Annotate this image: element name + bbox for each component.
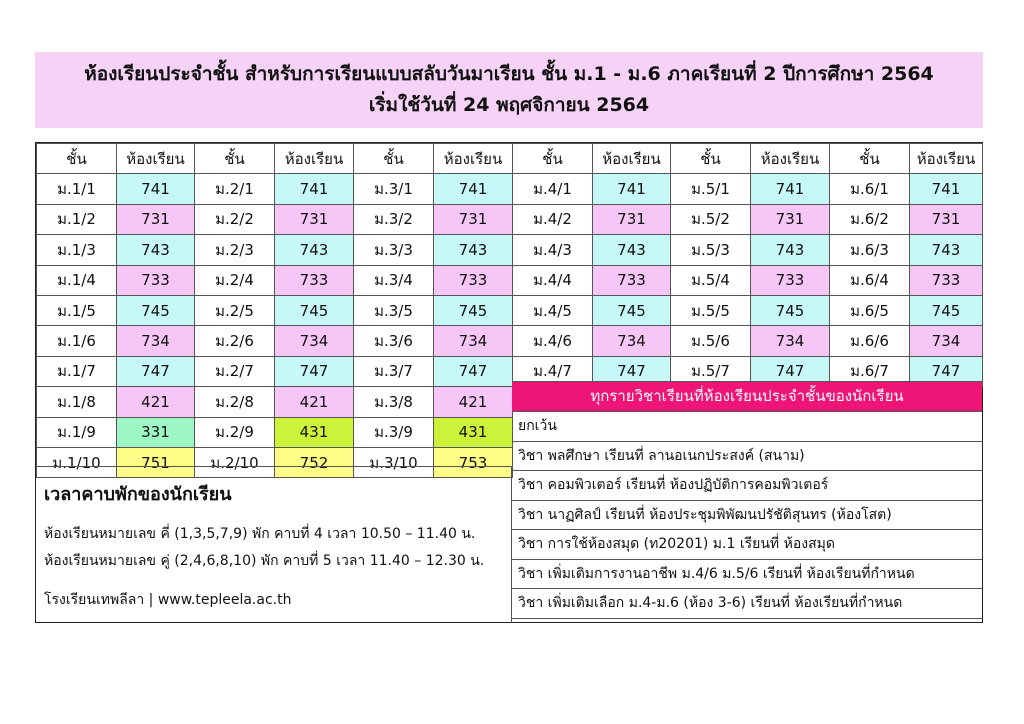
room-cell: 421: [434, 387, 513, 417]
class-cell: ม.2/6: [195, 326, 275, 356]
table-header-row: [37, 144, 983, 174]
room-cell: 743: [593, 235, 671, 265]
room-cell: 745: [751, 295, 830, 325]
room-cell: 745: [117, 295, 195, 325]
room-cell: 747: [275, 356, 354, 386]
room-cell: 734: [751, 326, 830, 356]
room-cell: 747: [910, 356, 983, 386]
class-cell: ม.3/7: [354, 356, 434, 386]
room-cell: 745: [910, 295, 983, 325]
room-cell: 743: [275, 235, 354, 265]
exceptions-heading: ทุกรายวิชาเรียนที่ห้องเรียนประจำชั้นของนักเรียน: [512, 381, 982, 412]
break-info-box: [36, 466, 512, 623]
room-cell: 747: [434, 356, 513, 386]
break-even: ห้องเรียนหมายเลข คู่ (2,4,6,8,10) พัก คาบที่ 5 เวลา 11.40 – 12.30 น.: [44, 553, 485, 569]
exception-item: วิชา พลศึกษา เรียนที่ ลานอเนกประสงค์ (สนาม): [512, 442, 982, 472]
class-cell: ม.5/5: [671, 295, 751, 325]
class-cell: ม.1/2: [37, 204, 117, 234]
class-cell: ม.4/5: [513, 295, 593, 325]
column-header-room: ห้องเรียน: [910, 144, 983, 174]
class-cell: ม.3/4: [354, 265, 434, 295]
class-cell: ม.1/10: [37, 447, 117, 477]
room-cell: 731: [910, 204, 983, 234]
room-cell: 751: [117, 447, 195, 477]
room-cell: 431: [434, 417, 513, 447]
exception-item: วิชา คอมพิวเตอร์ เรียนที่ ห้องปฏิบัติการคอมพิวเตอร์: [512, 471, 982, 501]
class-cell: ม.3/1: [354, 174, 434, 204]
class-cell: ม.3/10: [354, 447, 434, 477]
room-cell: 733: [751, 265, 830, 295]
room-cell: 421: [275, 387, 354, 417]
room-cell: 747: [751, 356, 830, 386]
room-cell: 734: [275, 326, 354, 356]
class-cell: ม.1/4: [37, 265, 117, 295]
class-cell: ม.2/1: [195, 174, 275, 204]
exception-item: วิชา เพิ่มเติมเลือก ม.4-ม.6 (ห้อง 3-6) เรียนที่ ห้องเรียนที่กำหนด: [512, 589, 982, 619]
room-cell: 743: [751, 235, 830, 265]
column-header-room: ห้องเรียน: [434, 144, 513, 174]
room-cell: 743: [434, 235, 513, 265]
class-cell: ม.6/5: [830, 295, 910, 325]
class-cell: ม.1/6: [37, 326, 117, 356]
class-cell: ม.4/4: [513, 265, 593, 295]
class-cell: ม.6/3: [830, 235, 910, 265]
room-cell: 745: [434, 295, 513, 325]
room-cell: 731: [117, 204, 195, 234]
class-cell: ม.2/5: [195, 295, 275, 325]
room-cell: 752: [275, 447, 354, 477]
room-cell: 734: [593, 326, 671, 356]
class-cell: ม.3/9: [354, 417, 434, 447]
room-cell: 741: [117, 174, 195, 204]
column-header-room: ห้องเรียน: [275, 144, 354, 174]
room-cell: 741: [910, 174, 983, 204]
column-header-class: ชั้น: [830, 144, 910, 174]
room-cell: 745: [593, 295, 671, 325]
class-cell: ม.5/1: [671, 174, 751, 204]
exception-item: วิชา เพิ่มเติมการงานอาชีพ ม.4/6 ม.5/6 เรียนที่ ห้องเรียนที่กำหนด: [512, 560, 982, 590]
class-cell: ม.5/3: [671, 235, 751, 265]
class-cell: ม.2/9: [195, 417, 275, 447]
table-row: [37, 174, 983, 204]
class-cell: ม.2/4: [195, 265, 275, 295]
class-cell: ม.3/3: [354, 235, 434, 265]
school-footer: โรงเรียนเทพลีลา | www.tepleela.ac.th: [44, 592, 292, 608]
room-cell: 747: [593, 356, 671, 386]
class-cell: ม.1/5: [37, 295, 117, 325]
class-cell: ม.1/8: [37, 387, 117, 417]
room-cell: 743: [117, 235, 195, 265]
room-cell: 731: [434, 204, 513, 234]
room-cell: 731: [593, 204, 671, 234]
room-cell: 753: [434, 447, 513, 477]
class-cell: ม.2/2: [195, 204, 275, 234]
class-cell: ม.5/2: [671, 204, 751, 234]
room-cell: 733: [434, 265, 513, 295]
class-cell: ม.1/3: [37, 235, 117, 265]
break-title: เวลาคาบพักของนักเรียน: [44, 484, 232, 505]
room-cell: 733: [275, 265, 354, 295]
column-header-room: ห้องเรียน: [117, 144, 195, 174]
class-cell: ม.4/3: [513, 235, 593, 265]
class-cell: ม.2/3: [195, 235, 275, 265]
class-cell: ม.3/6: [354, 326, 434, 356]
class-cell: ม.5/4: [671, 265, 751, 295]
room-cell: 733: [117, 265, 195, 295]
room-cell: 741: [751, 174, 830, 204]
schedule-grid: [35, 142, 983, 623]
room-cell: 731: [751, 204, 830, 234]
exception-item: วิชา การใช้ห้องสมุด (ท20201) ม.1 เรียนที่ ห้องสมุด: [512, 530, 982, 560]
class-cell: ม.5/6: [671, 326, 751, 356]
title-line-2: เริ่มใช้วันที่ 24 พฤศจิกายน 2564: [368, 94, 650, 116]
room-cell: 731: [275, 204, 354, 234]
room-cell: 734: [910, 326, 983, 356]
class-cell: ม.1/7: [37, 356, 117, 386]
table-row: [37, 295, 983, 325]
class-cell: ม.2/10: [195, 447, 275, 477]
class-cell: ม.4/6: [513, 326, 593, 356]
page-title: [35, 52, 983, 128]
room-cell: 747: [117, 356, 195, 386]
table-row: [37, 204, 983, 234]
room-cell: 734: [434, 326, 513, 356]
room-cell: 745: [275, 295, 354, 325]
exceptions-box: [512, 381, 982, 619]
room-cell: 741: [593, 174, 671, 204]
exception-item: วิชา นาฏศิลป์ เรียนที่ ห้องประชุมพิพัฒนปรัชัติสุนทร (ห้องโสต): [512, 501, 982, 531]
class-cell: ม.3/5: [354, 295, 434, 325]
class-cell: ม.6/7: [830, 356, 910, 386]
room-cell: 733: [593, 265, 671, 295]
room-cell: 431: [275, 417, 354, 447]
class-cell: ม.6/2: [830, 204, 910, 234]
column-header-room: ห้องเรียน: [751, 144, 830, 174]
class-cell: ม.6/1: [830, 174, 910, 204]
room-cell: 331: [117, 417, 195, 447]
class-cell: ม.4/7: [513, 356, 593, 386]
class-cell: ม.6/4: [830, 265, 910, 295]
room-cell: 743: [910, 235, 983, 265]
room-cell: 733: [910, 265, 983, 295]
class-cell: ม.5/7: [671, 356, 751, 386]
class-cell: ม.4/2: [513, 204, 593, 234]
column-header-class: ชั้น: [37, 144, 117, 174]
column-header-class: ชั้น: [195, 144, 275, 174]
table-row: [37, 265, 983, 295]
class-cell: ม.6/6: [830, 326, 910, 356]
class-cell: ม.1/1: [37, 174, 117, 204]
break-odd: ห้องเรียนหมายเลข คี่ (1,3,5,7,9) พัก คาบที่ 4 เวลา 10.50 – 11.40 น.: [44, 526, 476, 542]
class-cell: ม.4/1: [513, 174, 593, 204]
column-header-class: ชั้น: [354, 144, 434, 174]
column-header-class: ชั้น: [671, 144, 751, 174]
table-row: [37, 235, 983, 265]
room-cell: 741: [434, 174, 513, 204]
class-cell: ม.3/8: [354, 387, 434, 417]
table-row: [37, 326, 983, 356]
column-header-room: ห้องเรียน: [593, 144, 671, 174]
room-cell: 734: [117, 326, 195, 356]
class-cell: ม.1/9: [37, 417, 117, 447]
column-header-class: ชั้น: [513, 144, 593, 174]
title-line-1: ห้องเรียนประจำชั้น สำหรับการเรียนแบบสลับวันมาเรียน ชั้น ม.1 - ม.6 ภาคเรียนที่ 2 ปีการศึกษา 2564: [84, 63, 934, 85]
room-cell: 421: [117, 387, 195, 417]
room-cell: 741: [275, 174, 354, 204]
class-cell: ม.2/7: [195, 356, 275, 386]
exception-item: ยกเว้น: [512, 412, 982, 442]
class-cell: ม.3/2: [354, 204, 434, 234]
class-cell: ม.2/8: [195, 387, 275, 417]
